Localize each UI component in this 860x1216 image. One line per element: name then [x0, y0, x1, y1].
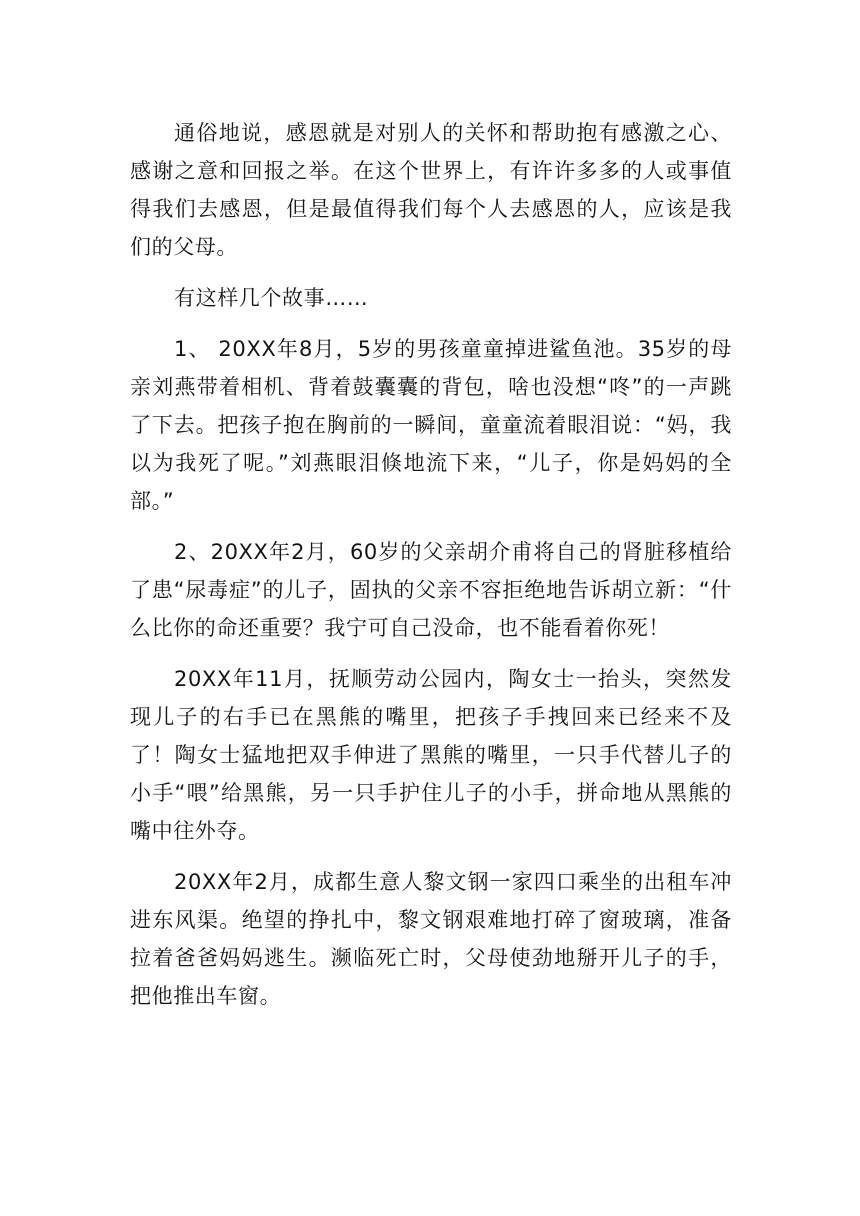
paragraph-story-3: 20XX年11月，抚顺劳动公园内，陶女士一抬头，突然发现儿子的右手已在黑熊的嘴里，把孩子手拽回来已经来不及了！陶女士猛地把双手伸进了黑熊的嘴里，一只手代替儿子的小手“喂”给黑熊，另一只手护住儿子的小手，拼命地从黑熊的嘴中往外夺。	[130, 667, 732, 843]
paragraph-story-4: 20XX年2月，成都生意人黎文钢一家四口乘坐的出租车冲进东风渠。绝望的挣扎中，黎文钢艰难地打碎了窗玻璃，准备拉着爸爸妈妈逃生。濒临死亡时，父母使劲地掰开儿子的手，把他推出车窗。	[130, 870, 732, 1008]
paragraph-story-2: 2、20XX年2月，60岁的父亲胡介甫将自己的肾脏移植给了患“尿毒症”的儿子，固执的父亲不容拒绝地告诉胡立新：“什么比你的命还重要？我宁可自己没命，也不能看着你死！	[130, 540, 732, 640]
document-body	[130, 114, 732, 1015]
paragraph-gratitude-intro: 通俗地说，感恩就是对别人的关怀和帮助抱有感激之心、感谢之意和回报之举。在这个世界上，有许许多多的人或事值得我们去感恩，但是最值得我们每个人去感恩的人，应该是我们的父母。	[130, 121, 732, 259]
paragraph-stories-lead: 有这样几个故事……	[174, 286, 369, 310]
paragraph-story-1: 1、 20XX年8月，5岁的男孩童童掉进鲨鱼池。35岁的母亲刘燕带着相机、背着鼓囊囊的背包，啥也没想“咚”的一声跳了下去。把孩子抱在胸前的一瞬间，童童流着眼泪说：“妈，我以为我死了呢。”刘燕眼泪倏地流下来，“儿子，你是妈妈的全部。”	[130, 337, 732, 513]
